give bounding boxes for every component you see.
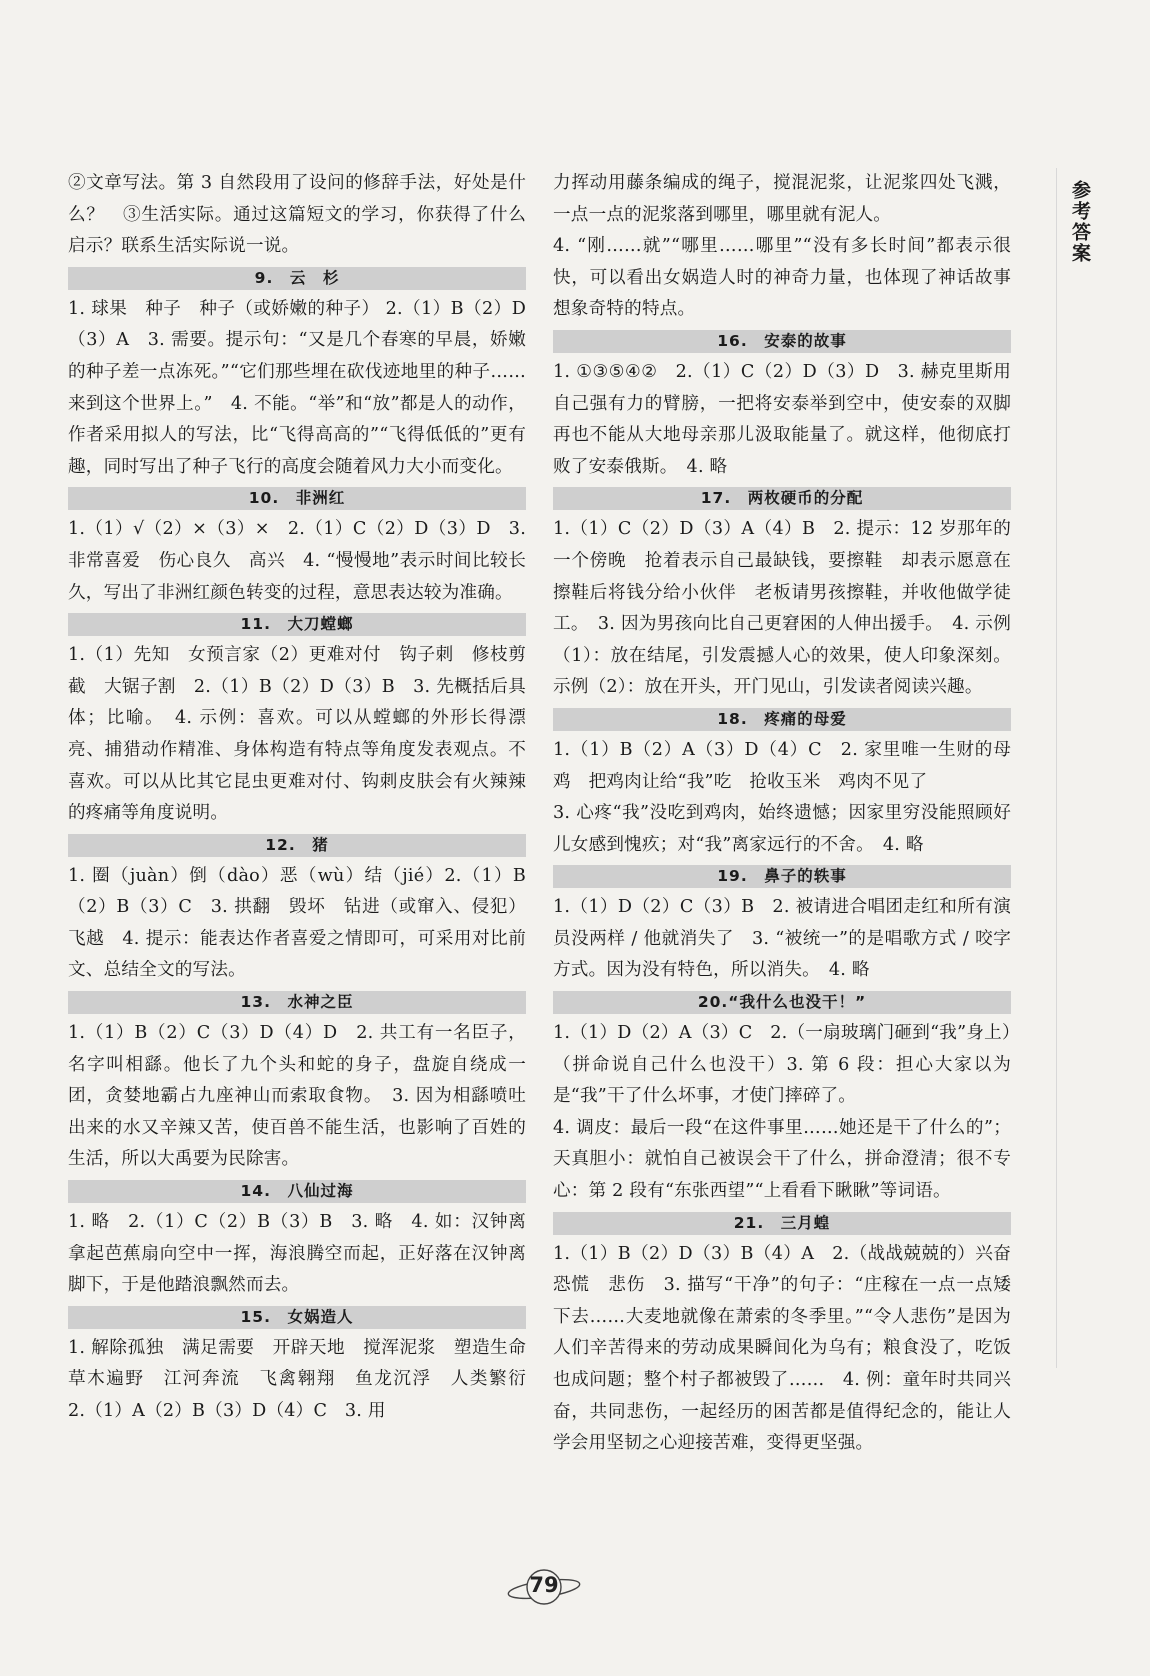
- section-heading: 13. 水神之臣: [68, 991, 526, 1014]
- answer-paragraph: 1. 略 2.（1）C（2）B（3）B 3. 略 4. 如：汉钟离拿起芭蕉扇向空中一挥，海浪腾空而起，正好落在汉钟离脚下，于是他踏浪飘然而去。: [68, 1212, 526, 1296]
- answer-paragraph: 3. 心疼“我”没吃到鸡肉，始终遗憾；因家里穷没能照顾好儿女感到愧疚；对“我”离家远行的不舍。 4. 略: [553, 803, 1011, 855]
- section-heading: 21. 三月蝗: [553, 1212, 1011, 1235]
- section-heading: 9. 云 杉: [68, 267, 526, 290]
- answer-paragraph: 1.（1）D（2）C（3）B 2. 被请进合唱团走红和所有演员没两样 / 他就消失了 3. “被统一”的是唱歌方式 / 咬字方式。因为没有特色，所以消失。 4. 略: [553, 897, 1011, 981]
- side-divider: [1056, 168, 1057, 1368]
- answer-paragraph: 1. 球果 种子 种子（或娇嫩的种子） 2.（1）B（2）D（3）A 3. 需要。提示句：“又是几个春寒的早晨，娇嫩的种子差一点冻死。”“它们那些埋在砍伐迹地里的种子……来到这个世界上。” 4. 不能。“举”和“放”都是人的动作，作者采用拟人的写法，比“飞得高高的”“飞得低低的”更有趣，同时写出了种子飞行的高度会随着风力大小而变化。: [68, 298, 526, 477]
- answer-paragraph: 1.（1）D（2）A（3）C 2.（一扇玻璃门砸到“我”身上）（拼命说自己什么也没干）3. 第 6 段：担心大家以为是“我”干了什么坏事，才使门摔碎了。: [553, 1023, 1011, 1107]
- right-column: [553, 168, 1029, 1460]
- section-heading: 17. 两枚硬币的分配: [553, 487, 1011, 510]
- answer-paragraph: 1.（1）B（2）C（3）D（4）D 2. 共工有一名臣子，名字叫相繇。他长了九个头和蛇的身子，盘旋自绕成一团，贪婪地霸占九座神山而索取食物。 3. 因为相繇喷吐出来的水又辛辣又苦，使百兽不能生活，也影响了百姓的生活，所以大禹要为民除害。: [68, 1023, 526, 1170]
- answer-paragraph: 1.（1）先知 女预言家（2）更难对付 钩子刺 修枝剪截 大锯子割 2.（1）B（2）D（3）B 3. 先概括后具体；比喻。 4. 示例：喜欢。可以从螳螂的外形长得漂亮、捕猎动作精准、身体构造有特点等角度发表观点。不喜欢。可以从比其它昆虫更难对付、钩刺皮肤会有火辣辣的疼痛等角度说明。: [68, 645, 526, 824]
- section-heading: 12. 猪: [68, 834, 526, 857]
- answer-paragraph: 4. 调皮：最后一段“在这件事里……她还是干了什么的”；天真胆小：就怕自己被误会干了什么，拼命澄清；很不专心：第 2 段有“东张西望”“上看看下瞅瞅”等词语。: [553, 1117, 1011, 1202]
- section-heading: 16. 安泰的故事: [553, 330, 1011, 353]
- page-number: 79: [529, 1573, 559, 1597]
- answer-paragraph: 4. “刚……就”“哪里……哪里”“没有多长时间”都表示很快，可以看出女娲造人时的神奇力量，也体现了神话故事想象奇特的特点。: [553, 236, 1011, 320]
- answer-paragraph: ②文章写法。第 3 自然段用了设问的修辞手法，好处是什么？ ③生活实际。通过这篇短文的学习，你获得了什么启示？联系生活实际说一说。: [68, 173, 526, 257]
- section-heading: 11. 大刀螳螂: [68, 613, 526, 636]
- answer-paragraph: 力挥动用藤条编成的绳子，搅混泥浆，让泥浆四处飞溅，一点一点的泥浆落到哪里，哪里就有泥人。: [553, 173, 1011, 225]
- answer-paragraph: 1. ①③⑤④② 2.（1）C（2）D（3）D 3. 赫克里斯用自己强有力的臂膀，一把将安泰举到空中，使安泰的双脚再也不能从大地母亲那儿汲取能量了。就这样，他彻底打败了安泰俄斯。 4. 略: [553, 361, 1011, 477]
- answer-paragraph: 1.（1）√（2）×（3）× 2.（1）C（2）D（3）D 3. 非常喜爱 伤心良久 高兴 4. “慢慢地”表示时间比较长久，写出了非洲红颜色转变的过程，意思表达较为准确。: [68, 519, 526, 603]
- answer-paragraph: 1. 圈（juàn）倒（dào）恶（wù）结（jié）2.（1）B（2）B（3）C 3. 拱翻 毁坏 钻进（或窜入、侵犯）飞越 4. 提示：能表达作者喜爱之情即可，可采用对比前文、总结全文的写法。: [68, 865, 526, 981]
- side-label: 参考答案: [1069, 180, 1091, 264]
- section-heading: 10. 非洲红: [68, 487, 526, 510]
- section-heading: 18. 疼痛的母爱: [553, 708, 1011, 731]
- answer-paragraph: 1.（1）B（2）A（3）D（4）C 2. 家里唯一生财的母鸡 把鸡肉让给“我”吃 抢收玉米 鸡肉不见了: [553, 739, 1011, 792]
- section-heading: 14. 八仙过海: [68, 1180, 526, 1203]
- section-heading: 15. 女娲造人: [68, 1306, 526, 1329]
- section-heading: 19. 鼻子的轶事: [553, 865, 1011, 888]
- answer-paragraph: 1.（1）C（2）D（3）A（4）B 2. 提示：12 岁那年的一个傍晚 抢着表示自己最缺钱，要擦鞋 却表示愿意在擦鞋后将钱分给小伙伴 老板请男孩擦鞋，并收他做学徒工。 3. 因为男孩向比自己更窘困的人伸出援手。 4. 示例（1）：放在结尾，引发震撼人心的效果，使人印象深刻。示例（2）：放在开头，开门见山，引发读者阅读兴趣。: [553, 519, 1011, 698]
- page-number-badge: [505, 1565, 583, 1609]
- left-column: [68, 168, 544, 1428]
- section-heading: 20.“我什么也没干！”: [553, 991, 1011, 1014]
- answer-paragraph: 1. 解除孤独 满足需要 开辟天地 搅浑泥浆 塑造生命 草木遍野 江河奔流 飞禽翱翔 鱼龙沉浮 人类繁衍 2.（1）A（2）B（3）D（4）C 3. 用: [68, 1337, 544, 1421]
- answer-paragraph: 1.（1）B（2）D（3）B（4）A 2.（战战兢兢的）兴奋 恐慌 悲伤 3. 描写“干净”的句子：“庄稼在一点一点矮下去……大麦地就像在萧索的冬季里。”“令人悲伤”是因为人们辛苦得来的劳动成果瞬间化为乌有；粮食没了，吃饭也成问题；整个村子都被毁了…… 4. 例：童年时共同兴奋，共同悲伤，一起经历的困苦都是值得纪念的，能让人学会用坚韧之心迎接苦难，变得更坚强。: [553, 1243, 1029, 1454]
